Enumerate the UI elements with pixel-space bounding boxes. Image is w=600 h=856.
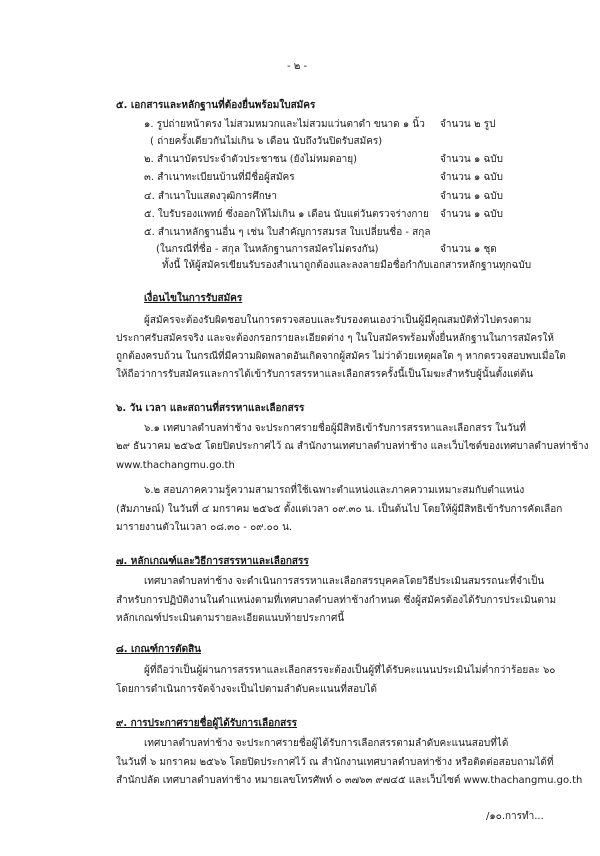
conditions-title: เงื่อนไขในการรับสมัคร <box>144 293 243 304</box>
sec5-item-5-qty: จำนวน ๑ ฉบับ <box>440 209 503 220</box>
sec5-item-2-qty: จำนวน ๑ ฉบับ <box>440 154 503 165</box>
sec5-item-6: ๕. สำเนาหลักฐานอื่น ๆ เช่น ใบสำคัญการสมรส ใบเปลี่ยนชื่อ - สกุล <box>144 227 431 238</box>
sec9-line-3: สำนักปลัด เทศบาลตำบลท่าช้าง หมายเลขโทรศัพท์ ๐ ๓๗๖๓ ๙๗๔๕ และเว็บไซต์ www.thachangmu.go.th <box>116 775 583 786</box>
sec6-p1-line-1: ๖.๑ เทศบาลตำบลท่าช้าง จะประกาศรายชื่อผู้มีสิทธิเข้ารับการสรรหาและเลือกสรร ในวันที่ <box>144 423 527 434</box>
section-6-title: ๖. วัน เวลา และสถานที่สรรหาและเลือกสรร <box>116 403 305 414</box>
sec9-line-2: ในวันที่ ๖ มกราคม ๒๕๖๖ โดยปิดประกาศไว้ ณ สำนักงานเทศบาลตำบลท่าช้าง หรือติดต่อสอบถามได้ที่ <box>116 757 554 768</box>
sec5-item-6-note: (ในกรณีที่ชื่อ - สกุล ในหลักฐานการสมัครไม่ตรงกัน) <box>156 244 379 255</box>
sec6-p2-line-1: ๖.๒ สอบภาคความรู้ความสามารถที่ใช้เฉพาะตำแหน่งและภาคความเหมาะสมกับตำแหน่ง <box>144 485 525 496</box>
sec6-p2-line-3: มารายงานตัวในเวลา ๐๘.๓๐ - ๐๙.๐๐ น. <box>116 522 293 533</box>
sec5-item-1-note: ( ถ่ายครั้งเดียวกันไม่เกิน ๖ เดือน นับถึงวันปิดรับสมัคร) <box>150 136 383 147</box>
conditions-line-4: ให้ถือว่าการรับสมัครและการได้เข้ารับการสรรหาและเลือกสรรครั้งนี้เป็นโมฆะสำหรับผู้นั้นตั้งแต่ต้น <box>116 369 534 380</box>
sec5-note: ทั้งนี้ ให้ผู้สมัครเขียนรับรองสำเนาถูกต้องและลงลายมือชื่อกำกับเอกสารหลักฐานทุกฉบับ <box>162 260 532 271</box>
next-page-marker: /๑๐.การทำ... <box>486 811 544 822</box>
sec6-p1-website: www.thachangmu.go.th <box>116 460 235 471</box>
sec7-line-2: สำหรับการปฏิบัติงานในตำแหน่งตามที่เทศบาลตำบลท่าช้างกำหนด ซึ่งผู้สมัครต้องได้รับการประเมินตาม <box>116 595 557 606</box>
section-9-title: ๙. การประกาศรายชื่อผู้ได้รับการเลือกสรร <box>116 718 297 729</box>
sec7-line-1: เทศบาลตำบลท่าช้าง จะดำเนินการสรรหาและเลือกสรรบุคคลโดยวิธีประเมินสมรรถนะที่จำเป็น <box>144 576 545 587</box>
section-8-title: ๘. เกณฑ์การตัดสิน <box>116 644 202 655</box>
sec5-item-6-qty: จำนวน ๑ ชุด <box>440 244 497 255</box>
sec5-item-1: ๑. รูปถ่ายหน้าตรง ไม่สวมหมวกและไม่สวมแว่นตาดำ ขนาด ๑ นิ้ว <box>144 119 425 130</box>
sec5-item-5: ๕. ใบรับรองแพทย์ ซึ่งออกให้ไม่เกิน ๑ เดือน นับแต่วันตรวจร่างกาย <box>144 209 429 220</box>
sec5-item-4: ๔. สำเนาใบแสดงวุฒิการศึกษา <box>144 191 277 202</box>
sec7-line-3: หลักเกณฑ์ประเมินตามรายละเอียดแนบท้ายประกาศนี้ <box>116 613 345 624</box>
sec9-line-1: เทศบาลตำบลท่าช้าง จะประกาศรายชื่อผู้ได้รับการเลือกสรรตามลำดับคะแนนสอบที่ได้ <box>144 738 509 749</box>
sec5-item-2: ๒. สำเนาบัตรประจำตัวประชาชน (ยังไม่หมดอายุ) <box>144 154 358 165</box>
sec6-p2-line-2: (สัมภาษณ์) ในวันที่ ๔ มกราคม ๒๕๖๕ ตั้งแต่เวลา ๐๙.๓๐ น. เป็นต้นไป โดยให้ผู้มีสิทธิเข้ารับการคัดเลือก <box>116 504 563 515</box>
conditions-line-3: ถูกต้องครบถ้วน ในกรณีที่มีความผิดพลาดอันเกิดจากผู้สมัคร ไม่ว่าด้วยเหตุผลใด ๆ หากตรวจสอบพบเมื่อใด <box>116 351 566 362</box>
sec5-item-3: ๓. สำเนาทะเบียนบ้านที่มีชื่อผู้สมัคร <box>144 172 295 183</box>
section-7-title: ๗. หลักเกณฑ์และวิธีการสรรหาและเลือกสรร <box>116 556 309 567</box>
sec8-line-1: ผู้ที่ถือว่าเป็นผู้ผ่านการสรรหาและเลือกสรรจะต้องเป็นผู้ที่ได้รับคะแนนประเมินไม่ต่ำกว่าร้อยละ ๖๐ <box>144 665 556 676</box>
sec5-item-4-qty: จำนวน ๑ ฉบับ <box>440 191 503 202</box>
conditions-line-2: ประกาศรับสมัครจริง และจะต้องกรอกรายละเอียดต่าง ๆ ในใบสมัครพร้อมทั้งยื่นหลักฐานในการสมัครให้ <box>116 333 554 344</box>
sec5-item-1-qty: จำนวน ๒ รูป <box>440 119 496 130</box>
conditions-line-1: ผู้สมัครจะต้องรับผิดชอบในการตรวจสอบและรับรองตนเองว่าเป็นผู้มีคุณสมบัติทั่วไปตรงตาม <box>144 315 532 326</box>
sec8-line-2: โดยการดำเนินการจัดจ้างจะเป็นไปตามลำดับคะแนนที่สอบได้ <box>116 684 377 695</box>
sec6-p1-line-2: ๒๙ ธันวาคม ๒๕๖๕ โดยปิดประกาศไว้ ณ สำนักงานเทศบาลตำบลท่าช้าง และเว็บไซต์ของเทศบาลตำบลท่าช้าง <box>116 441 589 452</box>
sec5-item-3-qty: จำนวน ๑ ฉบับ <box>440 172 503 183</box>
page-number: - ๒ - <box>287 61 308 72</box>
section-5-title: ๕. เอกสารและหลักฐานที่ต้องยื่นพร้อมใบสมัคร <box>116 100 316 111</box>
